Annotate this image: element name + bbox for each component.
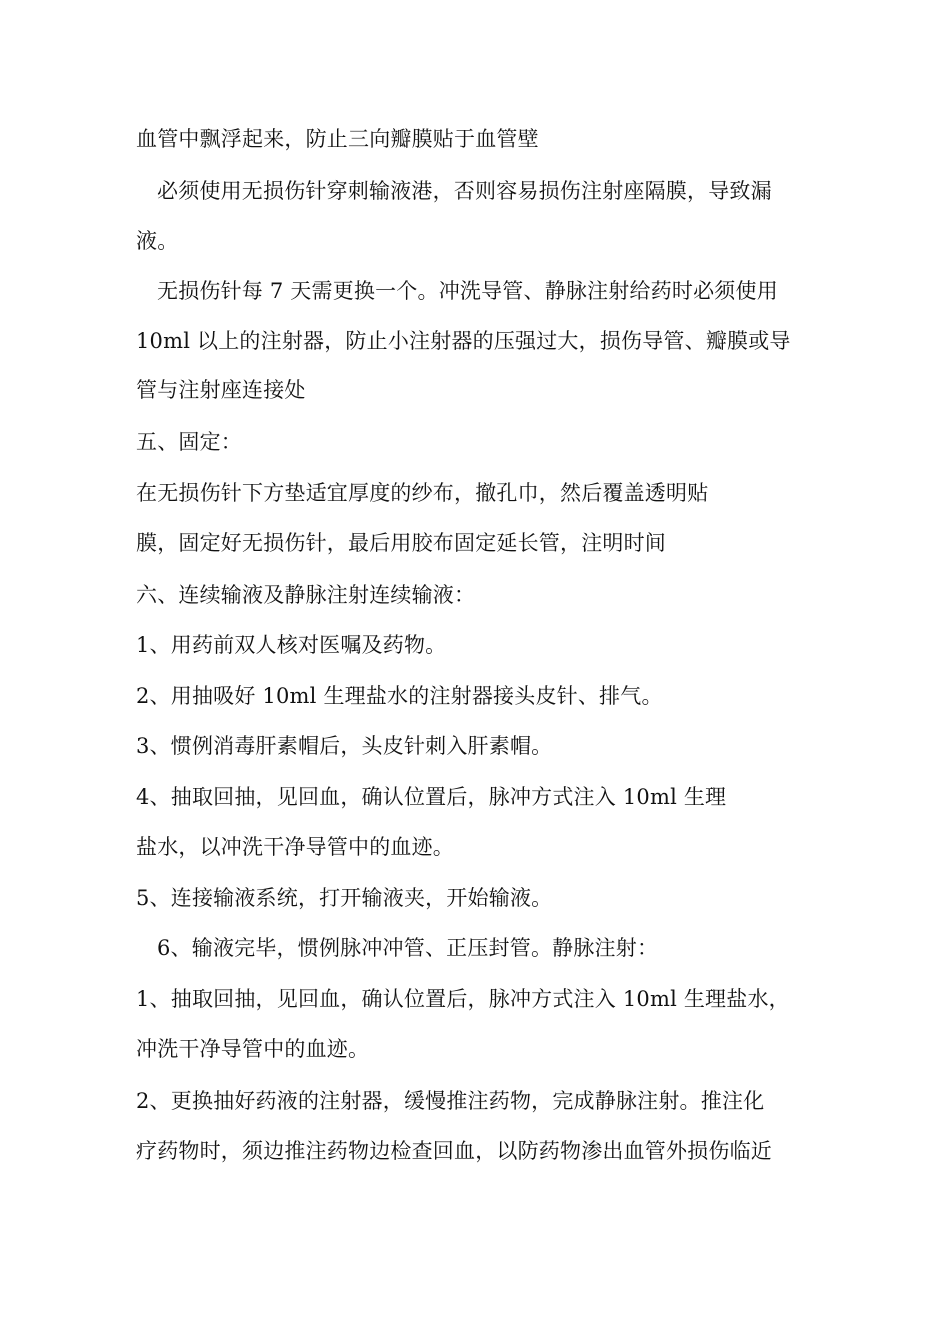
text-line-5: 10ml 以上的注射器，防止小注射器的压强过大，损伤导管、瓣膜或导 [136, 329, 791, 353]
injection-item-1-cont: 冲洗干净导管中的血迹。 [136, 1037, 370, 1061]
text-line-8: 在无损伤针下方垫适宜厚度的纱布，撤孔巾，然后覆盖透明贴 [136, 481, 709, 505]
list-item-2: 2、用抽吸好 10ml 生理盐水的注射器接头皮针、排气。 [136, 684, 663, 708]
list-item-3: 3、惯例消毒肝素帽后，头皮针刺入肝素帽。 [136, 734, 553, 758]
text-line-6: 管与注射座连接处 [136, 378, 306, 402]
text-line-4: 无损伤针每 7 天需更换一个。冲洗导管、静脉注射给药时必须使用 [157, 279, 778, 303]
injection-item-2-cont: 疗药物时，须边推注药物边检查回血，以防药物渗出血管外损伤临近 [136, 1139, 772, 1163]
list-item-4-cont: 盐水，以冲洗干净导管中的血迹。 [136, 835, 454, 859]
list-item-1: 1、用药前双人核对医嘱及药物。 [136, 633, 447, 657]
section-heading-5: 五、固定： [136, 430, 242, 454]
text-line-9: 膜，固定好无损伤针，最后用胶布固定延长管，注明时间 [136, 531, 666, 555]
section-heading-6: 六、连续输液及静脉注射连续输液： [136, 583, 476, 607]
injection-item-1: 1、抽取回抽，见回血，确认位置后，脉冲方式注入 10ml 生理盐水， [136, 987, 790, 1011]
injection-item-2: 2、更换抽好药液的注射器，缓慢推注药物，完成静脉注射。推注化 [136, 1089, 765, 1113]
list-item-6: 6、输液完毕，惯例脉冲冲管、正压封管。静脉注射： [157, 936, 659, 960]
list-item-4: 4、抽取回抽，见回血，确认位置后，脉冲方式注入 10ml 生理 [136, 785, 727, 809]
list-item-5: 5、连接输液系统，打开输液夹，开始输液。 [136, 886, 553, 910]
text-line-1: 血管中飘浮起来，防止三向瓣膜贴于血管壁 [136, 127, 539, 151]
text-line-2: 必须使用无损伤针穿刺输液港，否则容易损伤注射座隔膜，导致漏 [157, 179, 772, 203]
text-line-3: 液。 [136, 229, 179, 253]
